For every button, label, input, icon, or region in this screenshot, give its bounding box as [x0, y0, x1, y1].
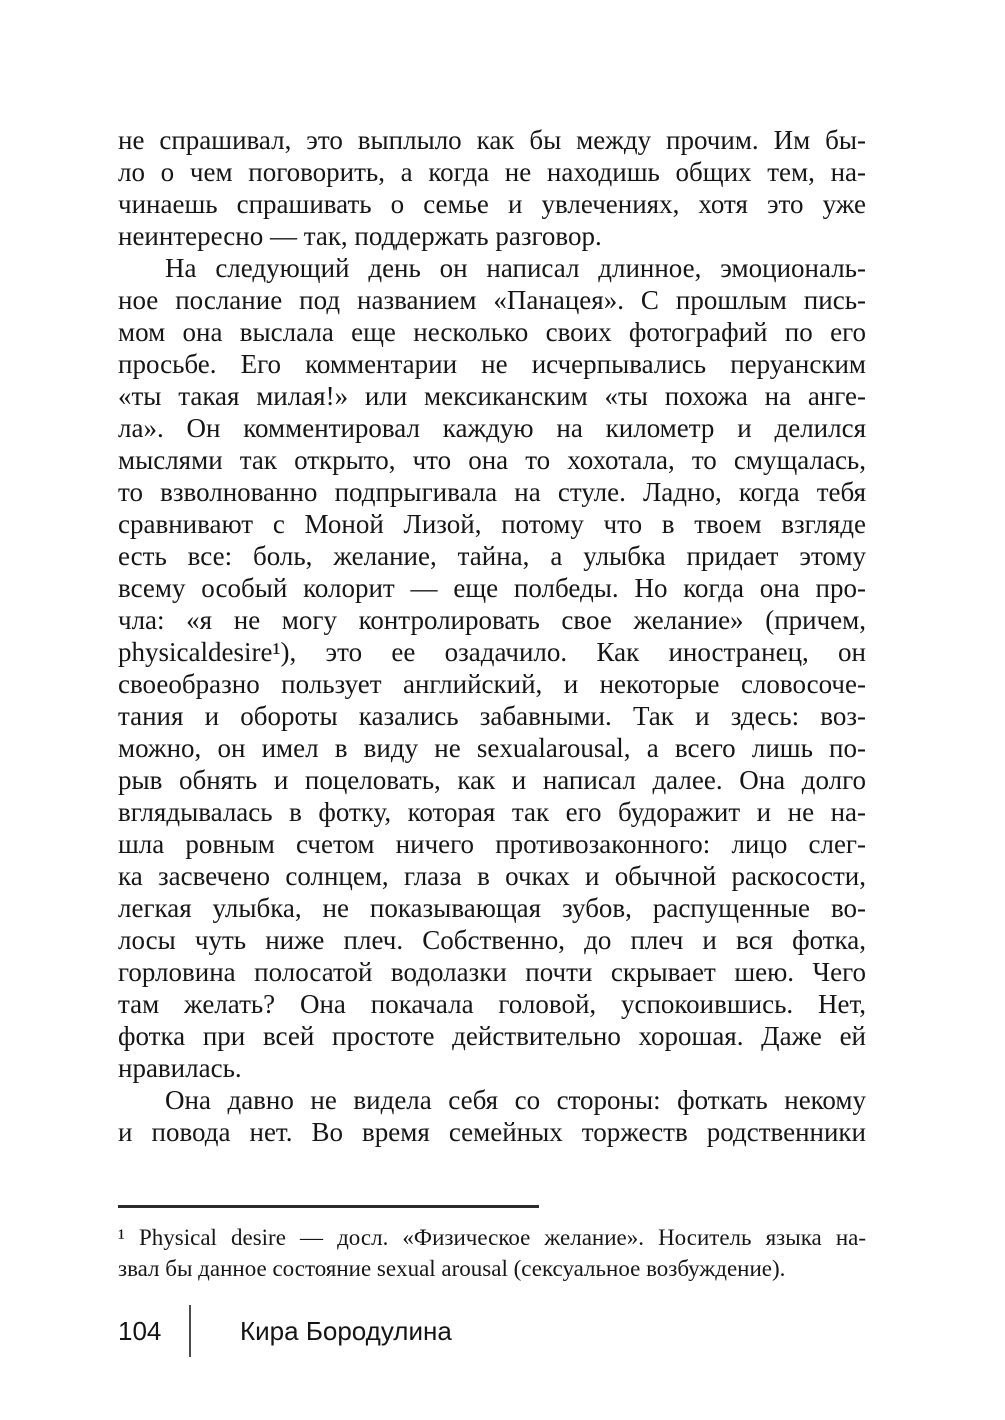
- text-line: сравнивают с Моной Лизой, потому что в твоем взгляде: [118, 509, 866, 539]
- text-line: нравилась.: [118, 1053, 242, 1083]
- text-line: там желать? Она покачала головой, успокоившись. Нет,: [118, 989, 866, 1019]
- text-line: всему особый колорит — еще полбеды. Но когда она про-: [118, 573, 866, 603]
- text-line: не спрашивал, это выплыло как бы между прочим. Им бы-: [118, 125, 866, 155]
- text-line: На следующий день он написал длинное, эмоциональ-: [165, 253, 866, 283]
- text-line: вглядывалась в фотку, которая так его будоражит и не на-: [118, 797, 866, 827]
- text-line: ла». Он комментировал каждую на километр и делился: [118, 413, 866, 443]
- footer-divider: [189, 1305, 191, 1357]
- text-line: чла: «я не могу контролировать свое желание» (причем,: [118, 605, 866, 635]
- footnote: [118, 1222, 866, 1284]
- text-line: ное послание под названием «Панацея». С прошлым пись-: [118, 285, 866, 315]
- text-line: physicaldesire¹), это ее озадачило. Как иностранец, он: [118, 637, 866, 667]
- footnote-line: звал бы данное состояние sexual arousal (сексуальное возбуждение).: [118, 1256, 786, 1281]
- text-line: лосы чуть ниже плеч. Собственно, до плеч и вся фотка,: [118, 925, 866, 955]
- footnote-line: ¹ Physical desire — досл. «Физическое желание». Носитель языка на-: [118, 1225, 866, 1250]
- footnote-separator-rule: [118, 1205, 539, 1208]
- text-line: есть все: боль, желание, тайна, а улыбка придает этому: [118, 541, 866, 571]
- text-line: и повода нет. Во время семейных торжеств родственники: [118, 1117, 866, 1147]
- text-line: неинтересно — так, поддержать разговор.: [118, 221, 602, 251]
- text-line: то взволнованно подпрыгивала на стуле. Ладно, когда тебя: [118, 477, 866, 507]
- text-line: мом она выслала еще несколько своих фотографий по его: [118, 317, 866, 347]
- text-line: шла ровным счетом ничего противозаконного: лицо слег-: [118, 829, 866, 859]
- text-line: рыв обнять и поцеловать, как и написал далее. Она долго: [118, 765, 866, 795]
- running-author: Кира Бородулина: [240, 1315, 452, 1346]
- text-line: чинаешь спрашивать о семье и увлечениях, хотя это уже: [118, 189, 866, 219]
- text-line: мыслями так открыто, что она то хохотала, то смущалась,: [118, 445, 866, 475]
- text-line: тания и обороты казались забавными. Так и здесь: воз-: [118, 701, 866, 731]
- text-line: горловина полосатой водолазки почти скрывает шею. Чего: [118, 957, 866, 987]
- text-line: Она давно не видела себя со стороны: фоткать некому: [165, 1085, 866, 1115]
- text-line: легкая улыбка, не показывающая зубов, распущенные во-: [118, 893, 866, 923]
- text-line: ка засвечено солнцем, глаза в очках и обычной раскосости,: [118, 861, 866, 891]
- text-line: просьбе. Его комментарии не исчерпывались перуанским: [118, 349, 866, 379]
- page-number: 104: [118, 1315, 162, 1346]
- text-line: можно, он имел в виду не sexualarousal, а всего лишь по-: [118, 733, 866, 763]
- text-line: своеобразно пользует английский, и некоторые словосоче-: [118, 669, 866, 699]
- page-footer: [118, 1304, 452, 1358]
- body-text: [118, 124, 866, 1148]
- text-line: «ты такая милая!» или мексиканским «ты похожа на анге-: [118, 381, 866, 411]
- text-line: ло о чем поговорить, а когда не находишь общих тем, на-: [118, 157, 866, 187]
- text-line: фотка при всей простоте действительно хорошая. Даже ей: [118, 1021, 866, 1051]
